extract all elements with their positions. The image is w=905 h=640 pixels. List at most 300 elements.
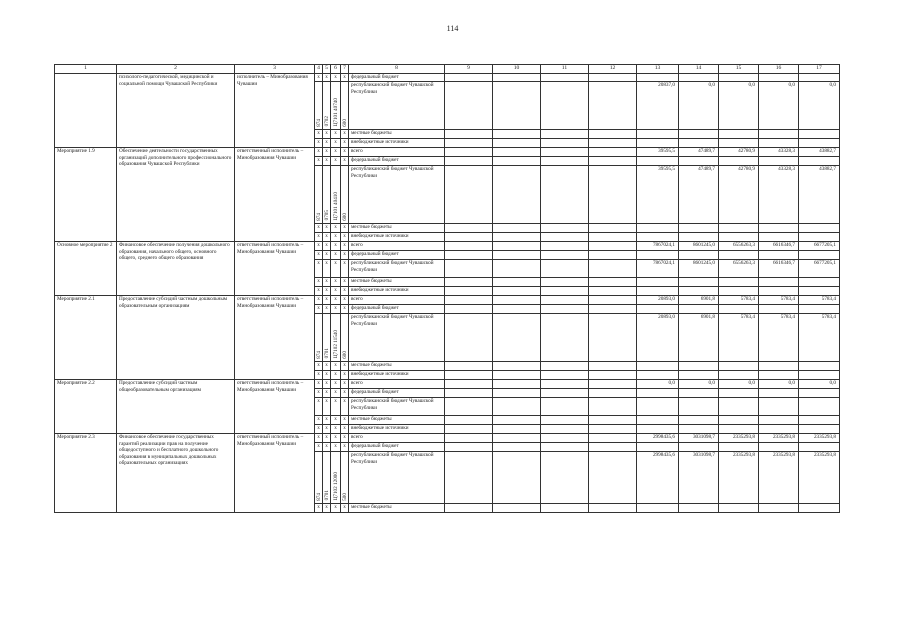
empty-year-cell — [589, 224, 637, 233]
code-placeholder: x — [315, 130, 323, 139]
empty-year-cell — [589, 371, 637, 380]
budget-code: 500 — [341, 492, 348, 501]
code-placeholder: x — [341, 380, 349, 389]
code-placeholder: x — [315, 371, 323, 380]
value-cell — [679, 305, 719, 314]
value-cell: 6556263,3 — [719, 242, 759, 251]
budget-code-cell — [323, 166, 331, 224]
value-cell — [637, 130, 679, 139]
empty-year-cell — [589, 157, 637, 166]
funding-source: федеральный бюджет — [349, 251, 445, 260]
value-cell — [759, 389, 799, 398]
value-cell: 43882,7 — [799, 148, 840, 157]
value-cell: 0,0 — [759, 82, 799, 130]
value-cell — [799, 224, 840, 233]
value-cell: 20893,0 — [637, 296, 679, 305]
empty-year-cell — [541, 362, 589, 371]
measure-name: Обеспечение деятельности государственных организаций дополнительного профессионального образования Чувашской Республики — [117, 148, 235, 242]
code-placeholder: x — [331, 434, 341, 443]
empty-year-cell — [493, 371, 541, 380]
value-cell — [719, 362, 759, 371]
executor: ответственный исполнитель – Минобразования Чувашии — [235, 242, 315, 296]
empty-year-cell — [493, 425, 541, 434]
value-cell: 5783,4 — [799, 314, 840, 362]
value-cell: 6901,8 — [679, 314, 719, 362]
code-placeholder: x — [331, 224, 341, 233]
value-cell — [679, 278, 719, 287]
empty-year-cell — [445, 314, 493, 362]
code-placeholder: x — [315, 425, 323, 434]
value-cell — [759, 139, 799, 148]
empty-year-cell — [589, 296, 637, 305]
empty-year-cell — [541, 224, 589, 233]
empty-year-cell — [493, 314, 541, 362]
code-placeholder: x — [323, 139, 331, 148]
code-placeholder: x — [323, 362, 331, 371]
code-placeholder: x — [341, 233, 349, 242]
code-placeholder: x — [315, 233, 323, 242]
empty-year-cell — [589, 74, 637, 82]
budget-code: Ц7101 40740 — [332, 98, 339, 127]
empty-year-cell — [541, 398, 589, 416]
value-cell — [759, 398, 799, 416]
budget-code: 600 — [341, 212, 348, 221]
executor: ответственный исполнитель – Минобразования Чувашии — [235, 148, 315, 242]
value-cell — [719, 398, 759, 416]
empty-year-cell — [445, 74, 493, 82]
code-placeholder: x — [323, 242, 331, 251]
empty-year-cell — [589, 380, 637, 389]
value-cell — [719, 443, 759, 452]
value-cell — [637, 362, 679, 371]
header-cell: 14 — [679, 65, 719, 74]
code-placeholder: x — [323, 416, 331, 425]
budget-code: 0705 — [323, 210, 330, 221]
code-placeholder: x — [331, 287, 341, 296]
code-placeholder: x — [331, 130, 341, 139]
funding-source: всего — [349, 242, 445, 251]
empty-year-cell — [493, 296, 541, 305]
empty-year-cell — [445, 224, 493, 233]
code-placeholder: x — [341, 305, 349, 314]
empty-year-cell — [493, 224, 541, 233]
value-cell — [679, 251, 719, 260]
budget-code-cell — [331, 314, 341, 362]
budget-code-cell — [315, 452, 323, 504]
funding-source: республиканский бюджет Чувашской Республики — [349, 452, 445, 504]
code-placeholder: x — [341, 504, 349, 513]
budget-code-cell — [341, 452, 349, 504]
header-cell: 1 — [55, 65, 117, 74]
value-cell: 43328,3 — [759, 166, 799, 224]
empty-year-cell — [445, 305, 493, 314]
code-placeholder: x — [341, 371, 349, 380]
code-placeholder: x — [323, 305, 331, 314]
empty-year-cell — [589, 443, 637, 452]
empty-year-cell — [589, 362, 637, 371]
value-cell — [719, 74, 759, 82]
value-cell: 5783,4 — [759, 296, 799, 305]
value-cell — [637, 251, 679, 260]
value-cell — [637, 287, 679, 296]
code-placeholder: x — [315, 260, 323, 278]
budget-code-cell — [341, 82, 349, 130]
value-cell — [719, 278, 759, 287]
empty-year-cell — [493, 278, 541, 287]
empty-year-cell — [541, 296, 589, 305]
empty-year-cell — [493, 287, 541, 296]
empty-year-cell — [493, 148, 541, 157]
code-placeholder: x — [331, 362, 341, 371]
value-cell — [719, 130, 759, 139]
empty-year-cell — [493, 82, 541, 130]
funding-source: внебюджетные источники — [349, 287, 445, 296]
value-cell: 5783,4 — [719, 296, 759, 305]
value-cell: 0,0 — [799, 380, 840, 389]
empty-year-cell — [541, 148, 589, 157]
value-cell: 0,0 — [679, 82, 719, 130]
empty-year-cell — [589, 305, 637, 314]
value-cell — [679, 157, 719, 166]
funding-source: внебюджетные источники — [349, 371, 445, 380]
code-placeholder: x — [323, 504, 331, 513]
budget-code: Ц7102 11540 — [332, 330, 339, 359]
value-cell: 0,0 — [799, 82, 840, 130]
empty-year-cell — [541, 82, 589, 130]
code-placeholder: x — [331, 371, 341, 380]
code-placeholder: x — [323, 278, 331, 287]
budget-code-cell — [323, 314, 331, 362]
value-cell — [679, 389, 719, 398]
value-cell — [637, 224, 679, 233]
value-cell: 0,0 — [719, 82, 759, 130]
code-placeholder: x — [323, 251, 331, 260]
value-cell — [799, 130, 840, 139]
funding-source: всего — [349, 380, 445, 389]
empty-year-cell — [541, 157, 589, 166]
measure-number: Основное мероприятие 2 — [55, 242, 117, 296]
funding-source: всего — [349, 296, 445, 305]
empty-year-cell — [445, 425, 493, 434]
header-cell: 13 — [637, 65, 679, 74]
code-placeholder: x — [323, 260, 331, 278]
empty-year-cell — [589, 398, 637, 416]
empty-year-cell — [541, 242, 589, 251]
funding-source: федеральный бюджет — [349, 157, 445, 166]
code-placeholder: x — [341, 398, 349, 416]
code-placeholder: x — [323, 148, 331, 157]
value-cell: 6616346,7 — [759, 242, 799, 251]
empty-year-cell — [445, 82, 493, 130]
funding-source: республиканский бюджет Чувашской Республики — [349, 398, 445, 416]
code-placeholder: x — [323, 287, 331, 296]
budget-code-cell — [331, 82, 341, 130]
code-placeholder: x — [315, 389, 323, 398]
header-cell: 9 — [445, 65, 493, 74]
empty-year-cell — [445, 139, 493, 148]
code-placeholder: x — [341, 139, 349, 148]
code-placeholder: x — [323, 380, 331, 389]
value-cell — [759, 251, 799, 260]
header-cell: 15 — [719, 65, 759, 74]
code-placeholder: x — [315, 148, 323, 157]
empty-year-cell — [589, 260, 637, 278]
value-cell — [799, 389, 840, 398]
code-placeholder: x — [341, 130, 349, 139]
code-placeholder: x — [331, 139, 341, 148]
value-cell — [679, 398, 719, 416]
empty-year-cell — [541, 260, 589, 278]
code-placeholder: x — [323, 389, 331, 398]
value-cell: 2998435,6 — [637, 452, 679, 504]
value-cell — [759, 305, 799, 314]
empty-year-cell — [541, 233, 589, 242]
value-cell: 6677205,1 — [799, 260, 840, 278]
empty-year-cell — [541, 251, 589, 260]
value-cell — [719, 157, 759, 166]
empty-year-cell — [589, 504, 637, 513]
empty-year-cell — [493, 251, 541, 260]
code-placeholder: x — [341, 362, 349, 371]
code-placeholder: x — [323, 443, 331, 452]
measure-name: Финансовое обеспечение получения дошкольного образования, начального общего, основного общего, среднего общего образования — [117, 242, 235, 296]
code-placeholder: x — [341, 296, 349, 305]
code-placeholder: x — [331, 278, 341, 287]
value-cell — [719, 371, 759, 380]
table-row — [55, 434, 840, 443]
empty-year-cell — [445, 148, 493, 157]
empty-year-cell — [493, 389, 541, 398]
budget-code: 874 — [315, 492, 322, 501]
value-cell — [759, 362, 799, 371]
code-placeholder: x — [341, 260, 349, 278]
value-cell: 5783,4 — [759, 314, 799, 362]
funding-source: внебюджетные источники — [349, 233, 445, 242]
empty-year-cell — [445, 296, 493, 305]
empty-year-cell — [493, 157, 541, 166]
funding-source: местные бюджеты — [349, 130, 445, 139]
code-placeholder: x — [341, 242, 349, 251]
value-cell — [799, 416, 840, 425]
value-cell — [679, 130, 719, 139]
value-cell — [637, 139, 679, 148]
value-cell — [679, 443, 719, 452]
value-cell: 7867024,1 — [637, 260, 679, 278]
value-cell: 39595,5 — [637, 166, 679, 224]
value-cell — [679, 287, 719, 296]
value-cell: 2335293,8 — [719, 452, 759, 504]
code-placeholder: x — [341, 157, 349, 166]
code-placeholder: x — [341, 434, 349, 443]
empty-year-cell — [445, 157, 493, 166]
value-cell: 0,0 — [759, 380, 799, 389]
value-cell — [759, 224, 799, 233]
code-placeholder: x — [315, 242, 323, 251]
value-cell: 42780,9 — [719, 166, 759, 224]
empty-year-cell — [541, 305, 589, 314]
measure-name: психолого-педагогической, медицинской и социальной помощи Чувашской Республики — [117, 74, 235, 148]
value-cell: 5783,4 — [719, 314, 759, 362]
executor: ответственный исполнитель – Минобразования Чувашии — [235, 380, 315, 434]
code-placeholder: x — [331, 157, 341, 166]
funding-source: республиканский бюджет Чувашской Республики — [349, 166, 445, 224]
code-placeholder: x — [323, 233, 331, 242]
value-cell: 47489,7 — [679, 166, 719, 224]
budget-code: 874 — [315, 212, 322, 221]
code-placeholder: x — [323, 296, 331, 305]
code-placeholder: x — [323, 74, 331, 82]
measure-name: Финансовое обеспечение государственных гарантий реализации прав на получение общедоступного и бесплатного дошкольного образования в муниципальных дошкольных образовательных организациях — [117, 434, 235, 513]
value-cell — [637, 443, 679, 452]
empty-year-cell — [445, 398, 493, 416]
header-cell: 11 — [541, 65, 589, 74]
value-cell — [799, 157, 840, 166]
header-cell: 8 — [349, 65, 445, 74]
header-row — [55, 65, 840, 74]
empty-year-cell — [589, 148, 637, 157]
empty-year-cell — [445, 443, 493, 452]
value-cell: 3031098,7 — [679, 452, 719, 504]
budget-code-cell — [323, 82, 331, 130]
funding-source: внебюджетные источники — [349, 139, 445, 148]
empty-year-cell — [493, 233, 541, 242]
value-cell: 6556263,3 — [719, 260, 759, 278]
value-cell — [759, 287, 799, 296]
header-cell: 17 — [799, 65, 840, 74]
code-placeholder: x — [331, 251, 341, 260]
measure-name: Предоставление субсидий частным дошкольным образовательным организациям — [117, 296, 235, 380]
value-cell — [759, 130, 799, 139]
code-placeholder: x — [315, 362, 323, 371]
funding-source: местные бюджеты — [349, 416, 445, 425]
budget-code-cell — [331, 452, 341, 504]
empty-year-cell — [589, 425, 637, 434]
value-cell: 8601245,0 — [679, 260, 719, 278]
budget-code: 0701 — [323, 490, 330, 501]
budget-code-cell — [323, 452, 331, 504]
empty-year-cell — [493, 443, 541, 452]
budget-code-cell — [315, 314, 323, 362]
budget-code: 0702 — [323, 116, 330, 127]
value-cell — [719, 504, 759, 513]
value-cell: 2335293,8 — [759, 452, 799, 504]
empty-year-cell — [541, 287, 589, 296]
empty-year-cell — [445, 233, 493, 242]
value-cell — [759, 74, 799, 82]
code-placeholder: x — [315, 278, 323, 287]
empty-year-cell — [445, 166, 493, 224]
empty-year-cell — [445, 130, 493, 139]
value-cell — [637, 504, 679, 513]
value-cell — [759, 416, 799, 425]
budget-code: 0701 — [323, 348, 330, 359]
executor: ответственный исполнитель – Минобразования Чувашии — [235, 434, 315, 513]
header-cell: 10 — [493, 65, 541, 74]
empty-year-cell — [493, 416, 541, 425]
value-cell — [759, 157, 799, 166]
code-placeholder: x — [323, 224, 331, 233]
value-cell — [799, 287, 840, 296]
value-cell: 0,0 — [719, 380, 759, 389]
empty-year-cell — [589, 278, 637, 287]
value-cell — [719, 416, 759, 425]
measure-number: Мероприятие 1.9 — [55, 148, 117, 242]
value-cell: 2335293,8 — [759, 434, 799, 443]
empty-year-cell — [541, 425, 589, 434]
funding-source: внебюджетные источники — [349, 425, 445, 434]
executor: ответственный исполнитель – Минобразования Чувашии — [235, 296, 315, 380]
value-cell — [637, 157, 679, 166]
code-placeholder: x — [315, 434, 323, 443]
code-placeholder: x — [315, 74, 323, 82]
executor: исполнитель – Минобразования Чувашии — [235, 74, 315, 148]
code-placeholder: x — [315, 504, 323, 513]
value-cell: 2335293,8 — [799, 434, 840, 443]
value-cell — [759, 371, 799, 380]
empty-year-cell — [541, 434, 589, 443]
value-cell — [799, 398, 840, 416]
empty-year-cell — [589, 242, 637, 251]
empty-year-cell — [445, 504, 493, 513]
empty-year-cell — [445, 371, 493, 380]
value-cell: 39595,5 — [637, 148, 679, 157]
code-placeholder: x — [315, 305, 323, 314]
code-placeholder: x — [341, 389, 349, 398]
value-cell — [719, 224, 759, 233]
value-cell: 3031098,7 — [679, 434, 719, 443]
funding-source: федеральный бюджет — [349, 305, 445, 314]
code-placeholder: x — [341, 278, 349, 287]
value-cell — [637, 416, 679, 425]
funding-source: федеральный бюджет — [349, 443, 445, 452]
table-row — [55, 242, 840, 251]
value-cell — [679, 504, 719, 513]
value-cell — [799, 139, 840, 148]
value-cell — [799, 371, 840, 380]
code-placeholder: x — [331, 504, 341, 513]
value-cell — [799, 362, 840, 371]
code-placeholder: x — [315, 157, 323, 166]
value-cell — [799, 74, 840, 82]
empty-year-cell — [541, 443, 589, 452]
code-placeholder: x — [323, 434, 331, 443]
value-cell — [759, 233, 799, 242]
empty-year-cell — [493, 398, 541, 416]
value-cell: 8601245,0 — [679, 242, 719, 251]
code-placeholder: x — [331, 74, 341, 82]
value-cell — [719, 389, 759, 398]
value-cell — [799, 504, 840, 513]
value-cell — [719, 425, 759, 434]
budget-code: 874 — [315, 118, 322, 127]
value-cell — [799, 425, 840, 434]
funding-source: местные бюджеты — [349, 278, 445, 287]
empty-year-cell — [589, 233, 637, 242]
empty-year-cell — [589, 130, 637, 139]
code-placeholder: x — [315, 398, 323, 416]
empty-year-cell — [445, 362, 493, 371]
code-placeholder: x — [323, 425, 331, 434]
value-cell — [719, 287, 759, 296]
value-cell — [759, 443, 799, 452]
empty-year-cell — [589, 314, 637, 362]
measure-number — [55, 74, 117, 148]
funding-source: всего — [349, 434, 445, 443]
code-placeholder: x — [315, 139, 323, 148]
empty-year-cell — [493, 139, 541, 148]
value-cell: 20837,0 — [637, 82, 679, 130]
value-cell: 2998435,6 — [637, 434, 679, 443]
